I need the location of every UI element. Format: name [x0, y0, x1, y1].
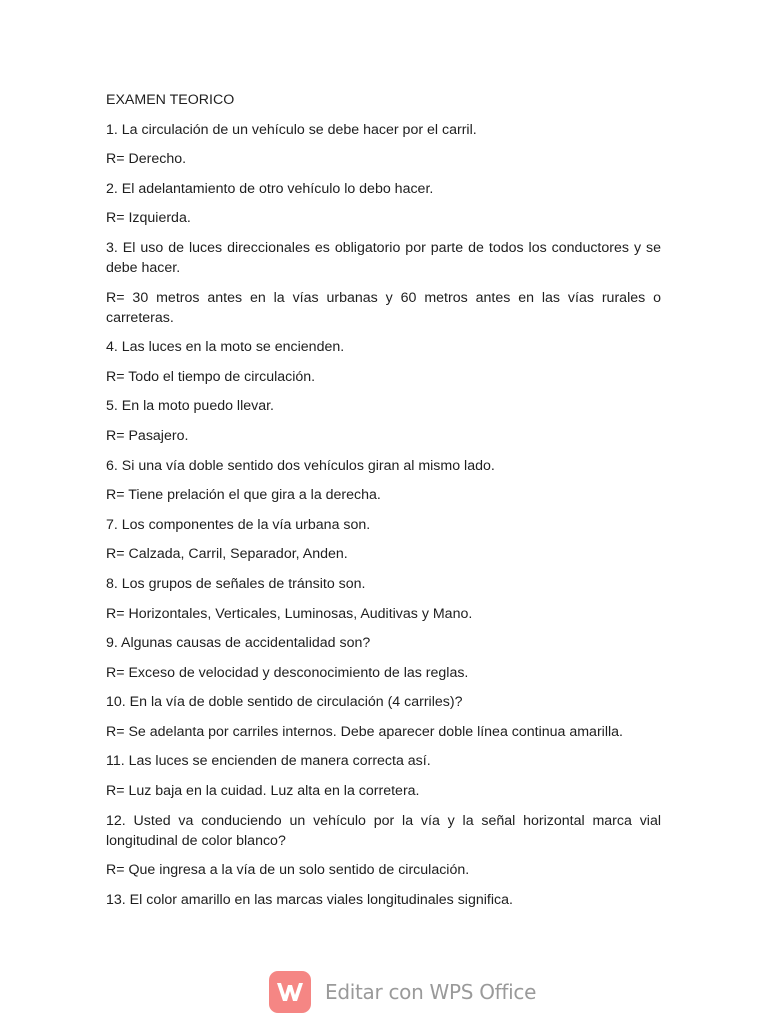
document-title: EXAMEN TEORICO	[106, 92, 235, 108]
answer-2: R= Izquierda.	[106, 210, 191, 227]
question-5: 5. En la moto puedo llevar.	[106, 398, 274, 415]
answer-11: R= Luz baja en la cuidad. Luz alta en la corretera.	[106, 783, 420, 800]
document-body	[106, 90, 661, 919]
question-4: 4. Las luces en la moto se encienden.	[106, 339, 345, 356]
answer-6: R= Tiene prelación el que gira a la derecha.	[106, 487, 381, 504]
wps-watermark	[269, 969, 536, 1015]
answer-8: R= Horizontales, Verticales, Luminosas, Auditivas y Mano.	[106, 605, 473, 622]
answer-5: R= Pasajero.	[106, 427, 189, 444]
question-8: 8. Los grupos de señales de tránsito son.	[106, 575, 366, 592]
question-3: 3. El uso de luces direccionales es obligatorio por parte de todos los conductores y se debe hacer.	[106, 239, 661, 276]
wps-logo-icon	[269, 971, 311, 1013]
answer-10: R= Se adelanta por carriles internos. Debe aparecer doble línea continua amarilla.	[106, 723, 623, 740]
answer-9: R= Exceso de velocidad y desconocimiento de las reglas.	[106, 664, 469, 681]
question-13: 13. El color amarillo en las marcas viales longitudinales significa.	[106, 891, 513, 908]
question-11: 11. Las luces se encienden de manera correcta así.	[106, 753, 431, 770]
question-6: 6. Si una vía doble sentido dos vehículos giran al mismo lado.	[106, 457, 495, 474]
answer-1: R= Derecho.	[106, 151, 187, 168]
question-12: 12. Usted va conduciendo un vehículo por la vía y la señal horizontal marca vial longitudinal de color blanco?	[106, 812, 661, 849]
question-7: 7. Los componentes de la vía urbana son.	[106, 516, 371, 533]
question-2: 2. El adelantamiento de otro vehículo lo debo hacer.	[106, 180, 434, 197]
question-1: 1. La circulación de un vehículo se debe hacer por el carril.	[106, 121, 477, 138]
question-10: 10. En la vía de doble sentido de circulación (4 carriles)?	[106, 694, 463, 711]
answer-3: R= 30 metros antes en la vías urbanas y 60 metros antes en las vías rurales o carreteras.	[106, 289, 661, 326]
answer-12: R= Que ingresa a la vía de un solo sentido de circulación.	[106, 862, 470, 879]
answer-4: R= Todo el tiempo de circulación.	[106, 368, 316, 385]
question-9: 9. Algunas causas de accidentalidad son?	[106, 635, 371, 652]
answer-7: R= Calzada, Carril, Separador, Anden.	[106, 546, 348, 563]
watermark-text: Editar con WPS Office	[325, 980, 537, 1004]
